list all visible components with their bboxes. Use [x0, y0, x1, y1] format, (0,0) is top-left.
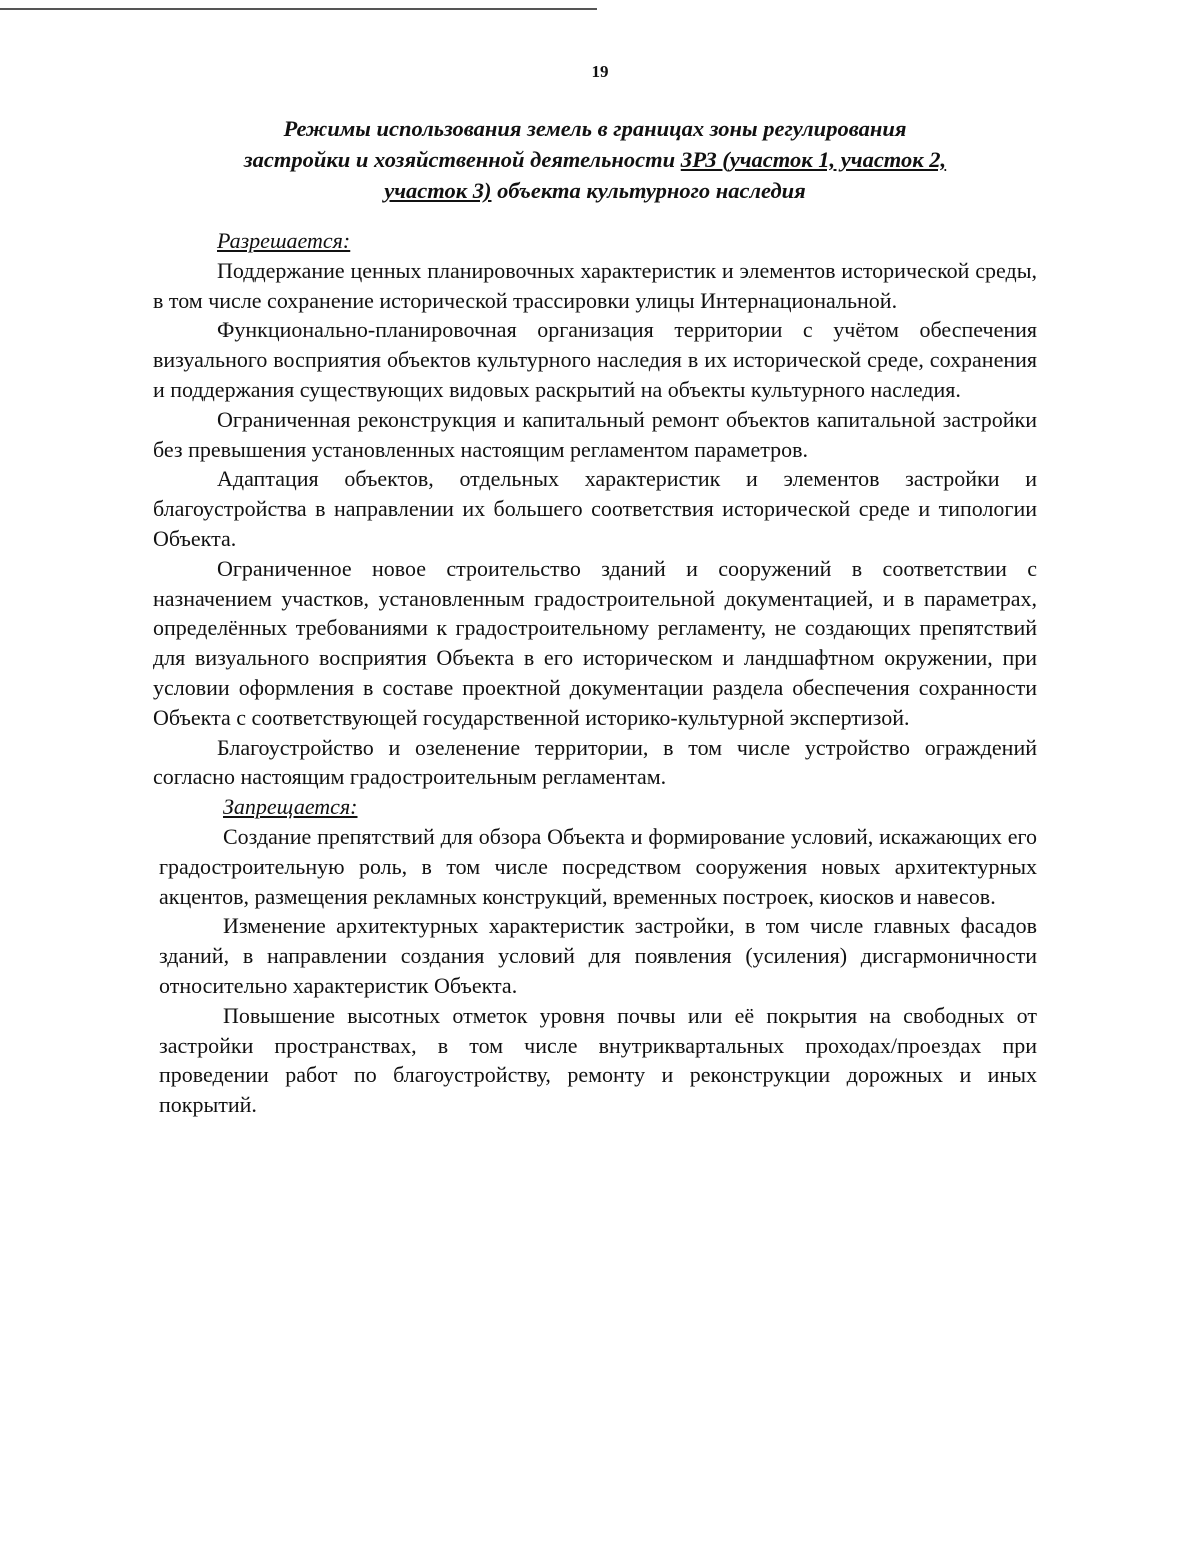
page-number: 19	[591, 62, 609, 81]
title-line-3-suffix: объекта культурного наследия	[491, 178, 806, 203]
prohibited-paragraph: Создание препятствий для обзора Объекта и формирование условий, искажающих его градостроительную роль, в том числе посредством сооружения новых архитектурных акцентов, размещения рекламных конструкций, временных построек, киосков и навесов.	[159, 823, 1037, 909]
title-line-2-underlined: ЗРЗ (участок 1, участок 2,	[680, 147, 947, 172]
allowed-paragraph: Поддержание ценных планировочных характеристик и элементов исторической среды, в том числе сохранение исторической трассировки улицы Интернациональной.	[153, 257, 1037, 313]
prohibited-paragraph: Повышение высотных отметок уровня почвы или её покрытия на свободных от застройки пространствах, в том числе внутриквартальных проходах/проездах при проведении работ по благоустройству, ремонту и реконструкции дорожных и иных покрытий.	[159, 1002, 1037, 1118]
prohibited-section	[153, 792, 1037, 1120]
prohibited-heading: Запрещается:	[223, 794, 358, 820]
title-line-1: Режимы использования земель в границах зоны регулирования	[283, 116, 907, 141]
title-line-2-prefix: застройки и хозяйственной деятельности	[243, 147, 681, 172]
prohibited-paragraph: Изменение архитектурных характеристик застройки, в том числе главных фасадов зданий, в направлении создания условий для появления (усиления) дисгармоничности относительно характеристик Объекта.	[159, 913, 1037, 998]
allowed-paragraph: Благоустройство и озеленение территории, в том числе устройство ограждений согласно настоящим градостроительным регламентам.	[153, 734, 1037, 790]
scan-edge-line	[0, 8, 597, 10]
allowed-paragraph: Функционально-планировочная организация территории с учётом обеспечения визуального восприятия объектов культурного наследия в их исторической среде, сохранения и поддержания существующих видовых раскрытий на объекты культурного наследия.	[153, 317, 1037, 402]
allowed-paragraph: Ограниченная реконструкция и капитальный ремонт объектов капитальной застройки без превышения установленных настоящим регламентом параметров.	[153, 406, 1037, 462]
document-body	[153, 226, 1037, 1120]
allowed-heading: Разрешается:	[217, 228, 351, 253]
document-title	[180, 113, 1010, 206]
title-line-3-underlined: участок 3)	[384, 178, 492, 203]
allowed-paragraph: Адаптация объектов, отдельных характеристик и элементов застройки и благоустройства в направлении их большего соответствия исторической среде и типологии Объекта.	[153, 466, 1037, 551]
allowed-paragraph: Ограниченное новое строительство зданий и сооружений в соответствии с назначением участков, установленным градостроительной документацией, и в параметрах, определённых требованиями к градостроительному регламенту, не создающих препятствий для визуального восприятия Объекта в его историческом и ландшафтном окружении, при условии оформления в составе проектной документации раздела обеспечения сохранности Объекта с соответствующей государственной историко-культурной экспертизой.	[153, 555, 1037, 730]
allowed-section	[153, 226, 1037, 792]
